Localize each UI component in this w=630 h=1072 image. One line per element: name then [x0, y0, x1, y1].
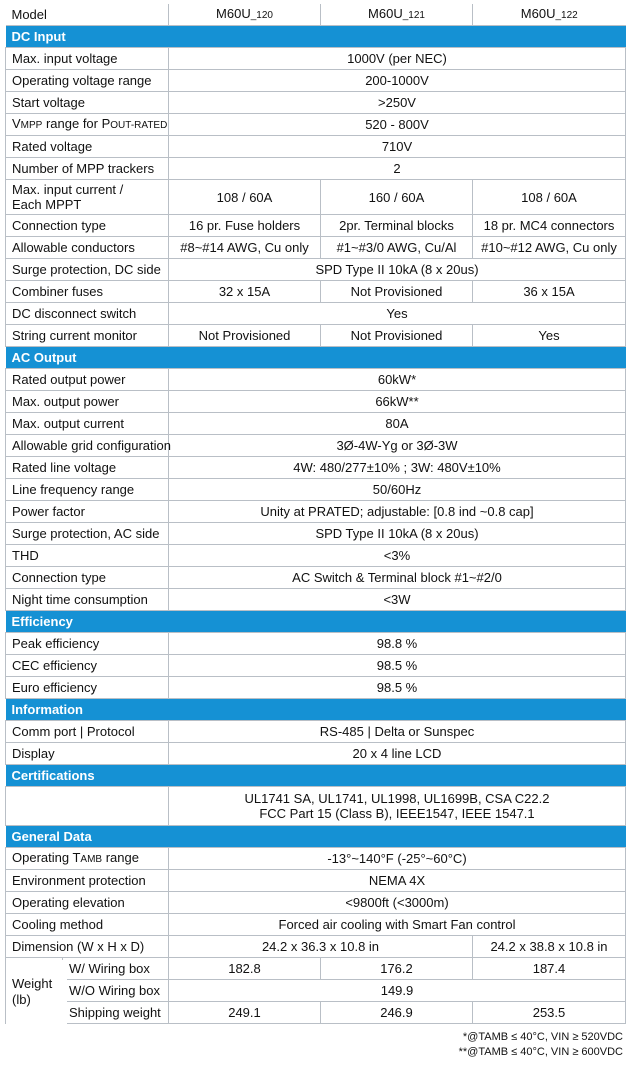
weight-label-line-1: Weight	[12, 976, 53, 991]
model-m60u-121	[321, 4, 473, 26]
row-label: Dimension (W x H x D)	[6, 936, 169, 958]
label-part: Operating T	[12, 850, 81, 865]
row-max-output-power	[6, 391, 626, 413]
row-operating-voltage-range	[6, 70, 626, 92]
row-value: SPD Type II 10kA (8 x 20us)	[169, 523, 626, 545]
label-part: V	[12, 116, 21, 131]
row-value: SPD Type II 10kA (8 x 20us)	[169, 259, 626, 281]
row-value	[169, 787, 626, 826]
row-cooling-method	[6, 914, 626, 936]
row-cec-efficiency	[6, 655, 626, 677]
section-title: Certifications	[6, 765, 626, 787]
row-surge-protection-ac	[6, 523, 626, 545]
row-operating-tamb	[6, 848, 626, 870]
value-m60u-121: #1~#3/0 AWG, Cu/Al	[321, 237, 473, 259]
row-label: Allowable grid configuration	[6, 435, 169, 457]
row-label: Rated line voltage	[6, 457, 169, 479]
row-value: 520 - 800V	[169, 114, 626, 136]
value-m60u-120: 16 pr. Fuse holders	[169, 215, 321, 237]
row-value: 50/60Hz	[169, 479, 626, 501]
row-connection-type-dc	[6, 215, 626, 237]
row-value: 98.5 %	[169, 655, 626, 677]
row-label	[6, 180, 169, 215]
row-value: 200-1000V	[169, 70, 626, 92]
row-start-voltage	[6, 92, 626, 114]
label-line-1: Max. input current /	[12, 182, 124, 197]
row-display	[6, 743, 626, 765]
footnotes	[459, 1030, 623, 1060]
value-m60u-121: Not Provisioned	[321, 325, 473, 347]
row-combiner-fuses	[6, 281, 626, 303]
footnote-1: *@TAMB ≤ 40°C, VIN ≥ 520VDC	[462, 1031, 623, 1043]
row-label: String current monitor	[6, 325, 169, 347]
row-value: 4W: 480/277±10% ; 3W: 480V±10%	[169, 457, 626, 479]
row-value: 98.5 %	[169, 677, 626, 699]
model-suffix: _121	[402, 10, 425, 21]
row-label	[6, 848, 169, 870]
model-label: Model	[6, 4, 169, 26]
row-weight-with-wiring-box	[6, 958, 626, 980]
section-title: DC Input	[6, 26, 626, 48]
section-ac-output	[6, 347, 626, 369]
row-label: Operating voltage range	[6, 70, 169, 92]
row-label: Rated output power	[6, 369, 169, 391]
row-weight-without-wiring-box	[6, 980, 626, 1002]
row-label	[6, 114, 169, 136]
row-label: Peak efficiency	[6, 633, 169, 655]
row-value: 80A	[169, 413, 626, 435]
row-dimension	[6, 936, 626, 958]
row-label: Display	[6, 743, 169, 765]
row-value: <3%	[169, 545, 626, 567]
label-line-2: Each MPPT	[12, 197, 82, 212]
row-label: Environment protection	[6, 870, 169, 892]
value-m60u-122: 18 pr. MC4 connectors	[473, 215, 626, 237]
row-rated-line-voltage	[6, 457, 626, 479]
row-label: Max. input voltage	[6, 48, 169, 70]
row-value: Yes	[169, 303, 626, 325]
row-value: 60kW*	[169, 369, 626, 391]
row-value: NEMA 4X	[169, 870, 626, 892]
value-m60u-122: 108 / 60A	[473, 180, 626, 215]
model-suffix: _122	[555, 10, 578, 21]
row-label: Rated voltage	[6, 136, 169, 158]
row-label: Allowable conductors	[6, 237, 169, 259]
row-label: Connection type	[6, 567, 169, 589]
label-sub: AMB	[80, 854, 103, 865]
weight-label-line-2: (lb)	[12, 992, 31, 1007]
value-m60u-121: 176.2	[321, 958, 473, 980]
model-m60u-120	[169, 4, 321, 26]
row-thd	[6, 545, 626, 567]
value-m60u-122: 36 x 15A	[473, 281, 626, 303]
row-label: Power factor	[6, 501, 169, 523]
model-base: M60U	[368, 6, 403, 21]
row-string-current-monitor	[6, 325, 626, 347]
value-m60u-121: 246.9	[321, 1002, 473, 1024]
section-title: Information	[6, 699, 626, 721]
row-value: 20 x 4 line LCD	[169, 743, 626, 765]
section-general-data	[6, 826, 626, 848]
value-m60u-122: Yes	[473, 325, 626, 347]
row-rated-output-power	[6, 369, 626, 391]
row-power-factor	[6, 501, 626, 523]
row-value: 149.9	[169, 980, 626, 1002]
row-surge-protection-dc	[6, 259, 626, 281]
row-max-output-current	[6, 413, 626, 435]
row-value: RS-485 | Delta or Sunspec	[169, 721, 626, 743]
row-value: 66kW**	[169, 391, 626, 413]
row-value: 3Ø-4W-Yg or 3Ø-3W	[169, 435, 626, 457]
row-label: Number of MPP trackers	[6, 158, 169, 180]
row-environment-protection	[6, 870, 626, 892]
model-suffix: _120	[250, 10, 273, 21]
row-label: Euro efficiency	[6, 677, 169, 699]
row-value: 2	[169, 158, 626, 180]
row-night-consumption	[6, 589, 626, 611]
row-label: Night time consumption	[6, 589, 169, 611]
row-max-input-current	[6, 180, 626, 215]
label-part: range	[102, 850, 139, 865]
footnote-2: **@TAMB ≤ 40°C, VIN ≥ 600VDC	[458, 1046, 623, 1058]
value-m60u-122: 24.2 x 38.8 x 10.8 in	[473, 936, 626, 958]
value-m60u-120: 32 x 15A	[169, 281, 321, 303]
section-title: AC Output	[6, 347, 626, 369]
row-value: -13°~140°F (-25°~60°C)	[169, 848, 626, 870]
row-value: 710V	[169, 136, 626, 158]
row-label: Connection type	[6, 215, 169, 237]
row-label: Surge protection, AC side	[6, 523, 169, 545]
row-label: Operating elevation	[6, 892, 169, 914]
label-sub: OUT-RATED	[110, 120, 168, 131]
row-line-frequency	[6, 479, 626, 501]
section-certifications	[6, 765, 626, 787]
row-label: Shipping weight	[62, 1002, 161, 1023]
row-shipping-weight	[6, 1002, 626, 1024]
row-label: W/O Wiring box	[62, 980, 160, 1001]
value-m60u-122: 253.5	[473, 1002, 626, 1024]
label-sub: MPP	[20, 120, 43, 131]
row-value: <9800ft (<3000m)	[169, 892, 626, 914]
row-label-empty	[6, 787, 169, 826]
value-m60u-122: 187.4	[473, 958, 626, 980]
section-efficiency	[6, 611, 626, 633]
row-operating-elevation	[6, 892, 626, 914]
row-value: AC Switch & Terminal block #1~#2/0	[169, 567, 626, 589]
model-m60u-122	[473, 4, 626, 26]
row-label: Line frequency range	[6, 479, 169, 501]
value-m60u-121: 160 / 60A	[321, 180, 473, 215]
value-m60u-120: 249.1	[169, 1002, 321, 1024]
section-title: General Data	[6, 826, 626, 848]
section-information	[6, 699, 626, 721]
row-vmpp-range	[6, 114, 626, 136]
row-value: >250V	[169, 92, 626, 114]
value-m60u-121: 2pr. Terminal blocks	[321, 215, 473, 237]
row-value: 1000V (per NEC)	[169, 48, 626, 70]
label-part: range for P	[42, 116, 111, 131]
value-m60u-120: Not Provisioned	[169, 325, 321, 347]
value-m60u-122: #10~#12 AWG, Cu only	[473, 237, 626, 259]
row-value: Forced air cooling with Smart Fan control	[169, 914, 626, 936]
weight-group-label	[6, 960, 67, 1024]
row-label: Cooling method	[6, 914, 169, 936]
row-label: CEC efficiency	[6, 655, 169, 677]
row-value: Unity at PRATED; adjustable: [0.8 ind ~0.8 cap]	[169, 501, 626, 523]
row-mpp-trackers	[6, 158, 626, 180]
row-label: THD	[6, 545, 169, 567]
row-label: Start voltage	[6, 92, 169, 114]
row-certifications	[6, 787, 626, 826]
value-m60u-120: #8~#14 AWG, Cu only	[169, 237, 321, 259]
model-row	[6, 4, 626, 26]
row-allowable-conductors	[6, 237, 626, 259]
cert-line-2: FCC Part 15 (Class B), IEEE1547, IEEE 1547.1	[259, 806, 535, 821]
row-grid-configuration	[6, 435, 626, 457]
row-label: Max. output power	[6, 391, 169, 413]
row-comm-port	[6, 721, 626, 743]
row-peak-efficiency	[6, 633, 626, 655]
row-dc-disconnect	[6, 303, 626, 325]
row-label: Comm port | Protocol	[6, 721, 169, 743]
value-m60u-120: 108 / 60A	[169, 180, 321, 215]
row-label: DC disconnect switch	[6, 303, 169, 325]
row-rated-voltage	[6, 136, 626, 158]
row-euro-efficiency	[6, 677, 626, 699]
value-m60u-120: 182.8	[169, 958, 321, 980]
row-connection-type-ac	[6, 567, 626, 589]
row-label: Surge protection, DC side	[6, 259, 169, 281]
row-label: Combiner fuses	[6, 281, 169, 303]
row-value: <3W	[169, 589, 626, 611]
row-label: W/ Wiring box	[62, 958, 150, 979]
section-title: Efficiency	[6, 611, 626, 633]
spec-table	[5, 4, 626, 1024]
model-base: M60U	[216, 6, 251, 21]
model-base: M60U	[520, 6, 556, 21]
section-dc-input	[6, 26, 626, 48]
value-m60u-121: Not Provisioned	[321, 281, 473, 303]
row-max-input-voltage	[6, 48, 626, 70]
row-label: Max. output current	[6, 413, 169, 435]
row-value: 98.8 %	[169, 633, 626, 655]
cert-line-1: UL1741 SA, UL1741, UL1998, UL1699B, CSA C22.2	[244, 791, 550, 806]
value-m60u-120-121: 24.2 x 36.3 x 10.8 in	[169, 936, 473, 958]
